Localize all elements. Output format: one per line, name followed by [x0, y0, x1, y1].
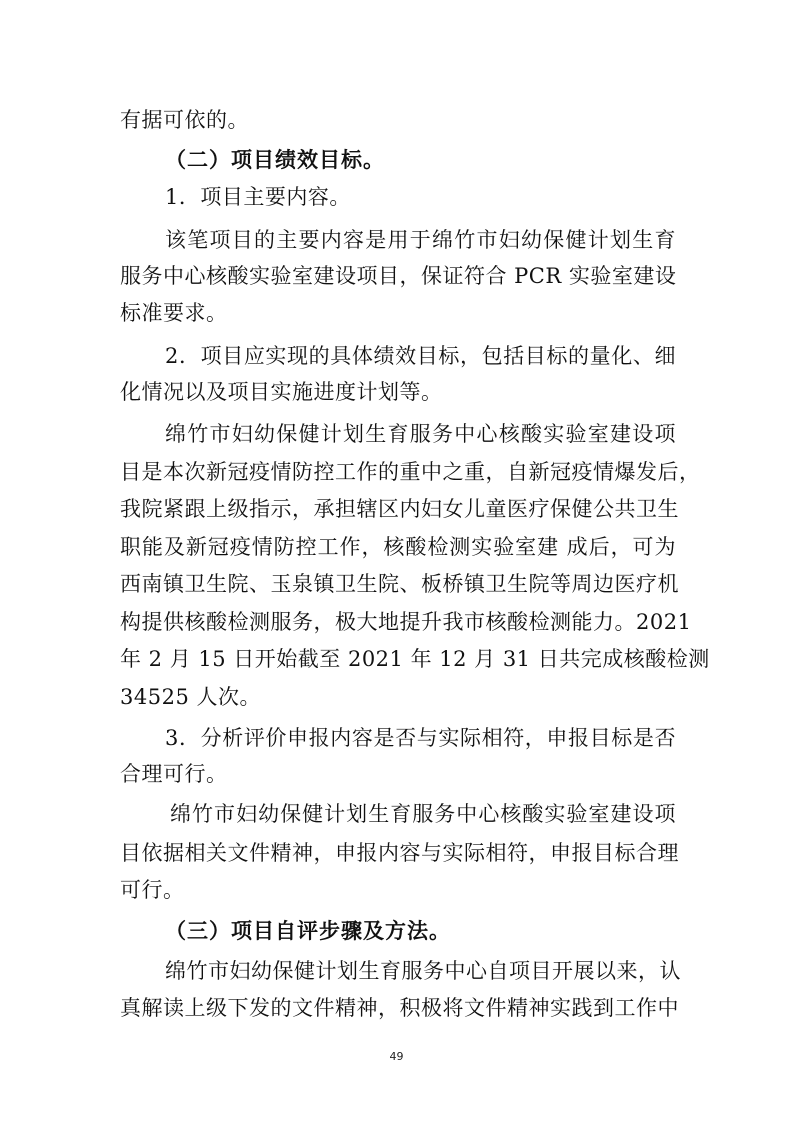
- subsection-heading: 1．项目主要内容。: [165, 185, 351, 209]
- text-line: 34525 人次。: [120, 685, 261, 709]
- text-line: 可行。: [120, 878, 185, 902]
- text-line: 标准要求。: [120, 301, 228, 325]
- text-line: 该笔项目的主要内容是用于绵竹市妇幼保健计划生育: [165, 228, 676, 252]
- subsection-heading: 3．分析评价申报内容是否与实际相符，申报目标是否: [165, 726, 676, 750]
- text-line: 有据可依的。: [120, 108, 249, 132]
- section-heading: （三）项目自评步骤及方法。: [165, 919, 451, 943]
- text-line: 年 2 月 15 日开始截至 2021 年 12 月 31 日共完成核酸检测: [120, 647, 710, 671]
- text-line: 绵竹市妇幼保健计划生育服务中心核酸实验室建设项: [170, 802, 676, 826]
- text-line: 职能及新冠疫情防控工作，核酸检测实验室建 成后，可为: [120, 535, 676, 559]
- text-line: 构提供核酸检测服务，极大地提升我市核酸检测能力。2021: [120, 610, 692, 634]
- section-heading: （二）项目绩效目标。: [165, 148, 385, 172]
- text-line: 绵竹市妇幼保健计划生育服务中心自项目开展以来，认: [165, 959, 681, 983]
- subsection-heading: 2．项目应实现的具体绩效目标，包括目标的量化、细: [165, 344, 676, 368]
- text-line: 服务中心核酸实验室建设项目，保证符合 PCR 实验室建设: [120, 264, 677, 288]
- text-line: 真解读上级下发的文件精神，积极将文件精神实践到工作中: [120, 996, 679, 1020]
- text-line: 绵竹市妇幼保健计划生育服务中心核酸实验室建设项: [165, 422, 676, 446]
- text-line: 目依据相关文件精神，申报内容与实际相符，申报目标合理: [120, 841, 679, 865]
- text-line: 合理可行。: [120, 762, 228, 786]
- text-line: 化情况以及项目实施进度计划等。: [120, 380, 443, 404]
- text-line: 西南镇卫生院、玉泉镇卫生院、板桥镇卫生院等周边医疗机: [120, 572, 679, 596]
- text-line: 目是本次新冠疫情防控工作的重中之重，自新冠疫情爆发后，: [120, 460, 701, 484]
- text-line: 我院紧跟上级指示，承担辖区内妇女儿童医疗保健公共卫生: [120, 497, 679, 521]
- page-number: 49: [389, 1050, 404, 1063]
